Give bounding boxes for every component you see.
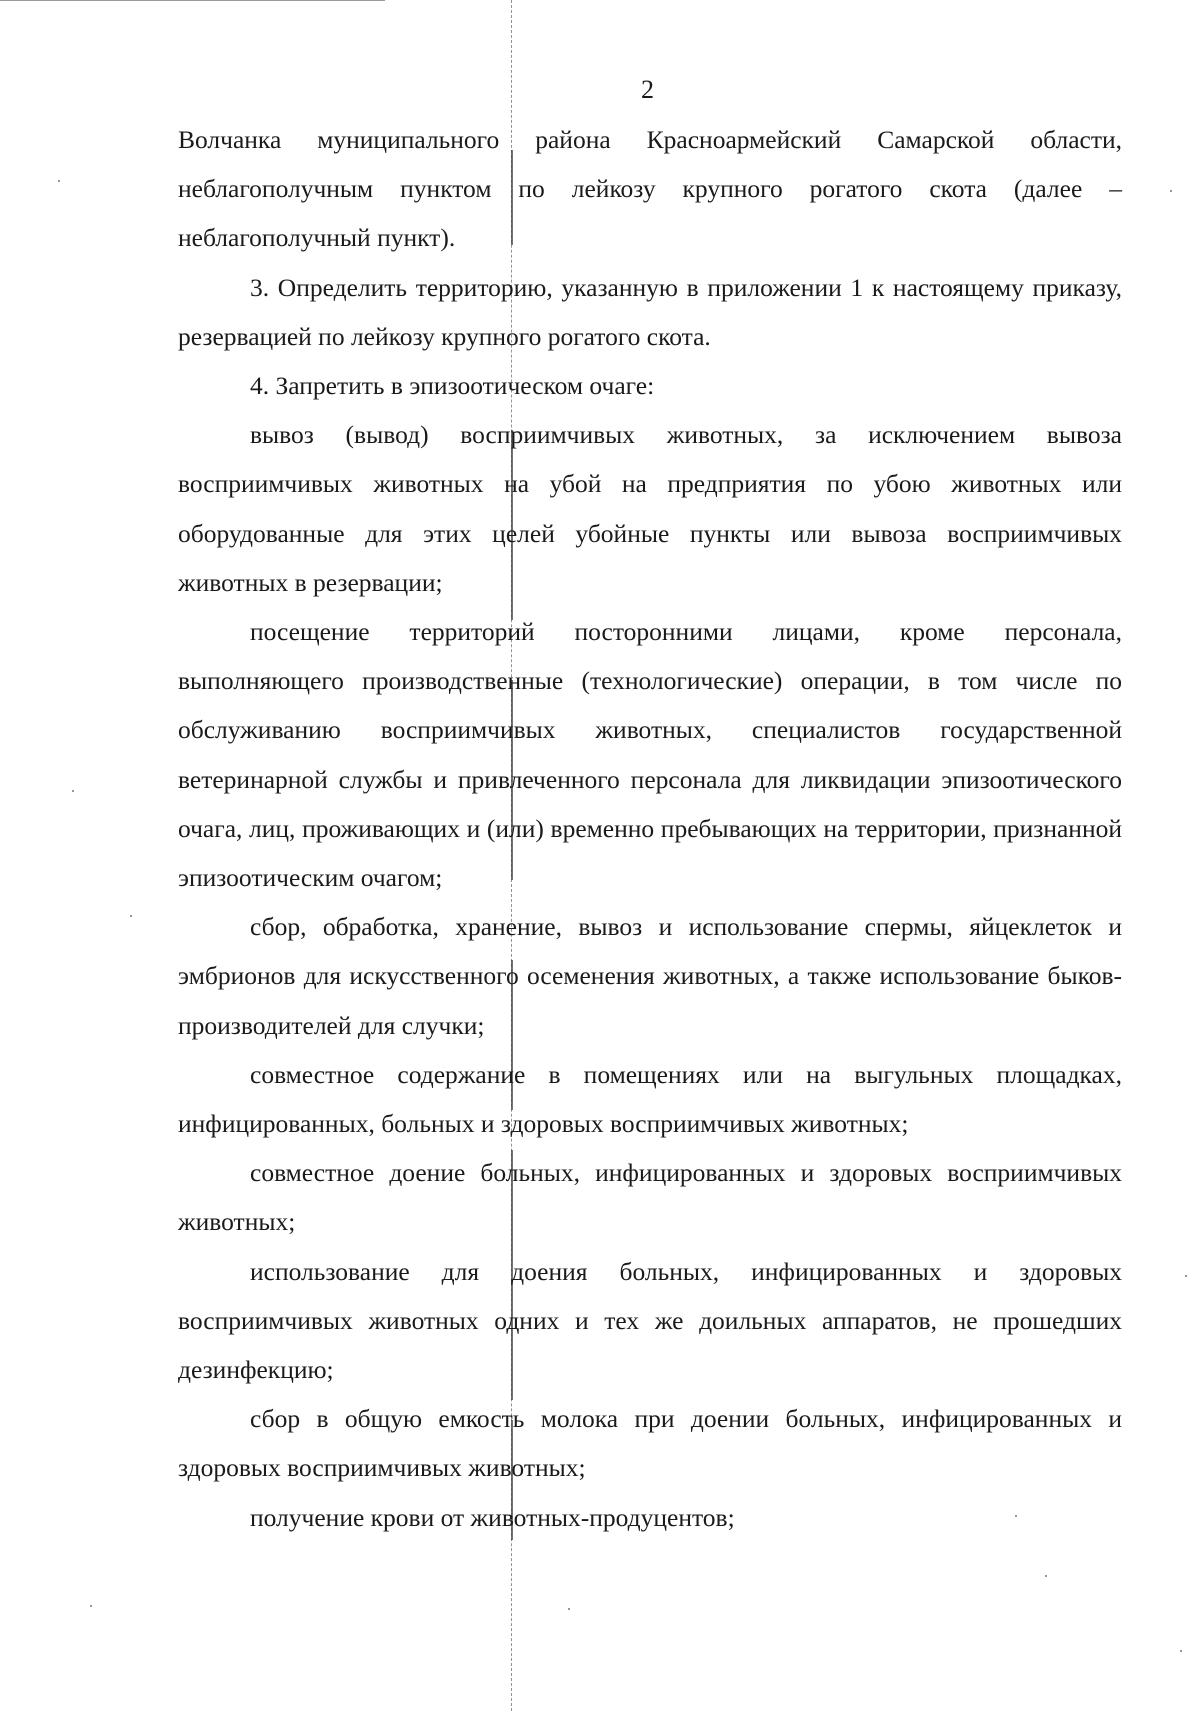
paragraph-continuation: Волчанка муниципального района Красноармейский Самарской области, неблагополучным пунктом по лейкозу крупного рогатого скота (далее – неблагополучный пункт). (178, 125, 1122, 253)
paragraph-prohibition: посещение территорий посторонними лицами, кроме персонала, выполняющего производственные (технологические) операции, в том числе по обслуживанию восприимчивых животных, специалистов государственной ветеринарной службы и привлеченного персонала для ликвидации эпизоотического очага, лиц, проживающих и (или) временно пребывающих на территории, признанной эпизоотическим очагом; (178, 617, 1122, 893)
scan-speck (1170, 190, 1172, 192)
page-number: 2 (641, 75, 654, 104)
scan-edge-line (0, 0, 385, 1)
document-body (178, 115, 1122, 1542)
scan-speck (1185, 1275, 1187, 1277)
paragraph-prohibition: совместное содержание в помещениях или на выгульных площадках, инфицированных, больных и здоровых восприимчивых животных; (178, 1059, 1122, 1139)
scan-speck (58, 180, 60, 182)
scan-speck (72, 790, 74, 792)
paragraph-prohibition: использование для доения больных, инфицированных и здоровых восприимчивых животных одних и тех же доильных аппаратов, не прошедших дезинфекцию; (178, 1256, 1122, 1385)
paragraph-prohibition: сбор в общую емкость молока при доении больных, инфицированных и здоровых восприимчивых животных; (178, 1404, 1122, 1483)
paragraph-item-4: 4. Запретить в эпизоотическом очаге: (250, 371, 655, 401)
scan-speck (90, 1605, 92, 1607)
paragraph-item-3: 3. Определить территорию, указанную в приложении 1 к настоящему приказу, резервацией по лейкозу крупного рогатого скота. (178, 272, 1122, 351)
paragraph-prohibition: совместное доение больных, инфицированных и здоровых восприимчивых животных; (178, 1158, 1122, 1237)
scan-speck (568, 1608, 570, 1610)
paragraph-prohibition: вывоз (вывод) восприимчивых животных, за исключением вывоза восприимчивых животных на убой на предприятия по убою животных или оборудованные для этих целей убойные пункты или вывоза восприимчивых животных в резервации; (178, 420, 1122, 597)
scan-speck (1045, 1575, 1047, 1577)
paragraph-prohibition: сбор, обработка, хранение, вывоз и использование спермы, яйцеклеток и эмбрионов для искусственного осеменения животных, а также использование быков-производителей для случки; (178, 912, 1122, 1040)
paragraph-prohibition: получение крови от животных-продуцентов; (250, 1502, 735, 1532)
scan-speck (130, 915, 132, 917)
scan-speck (1180, 1650, 1182, 1652)
